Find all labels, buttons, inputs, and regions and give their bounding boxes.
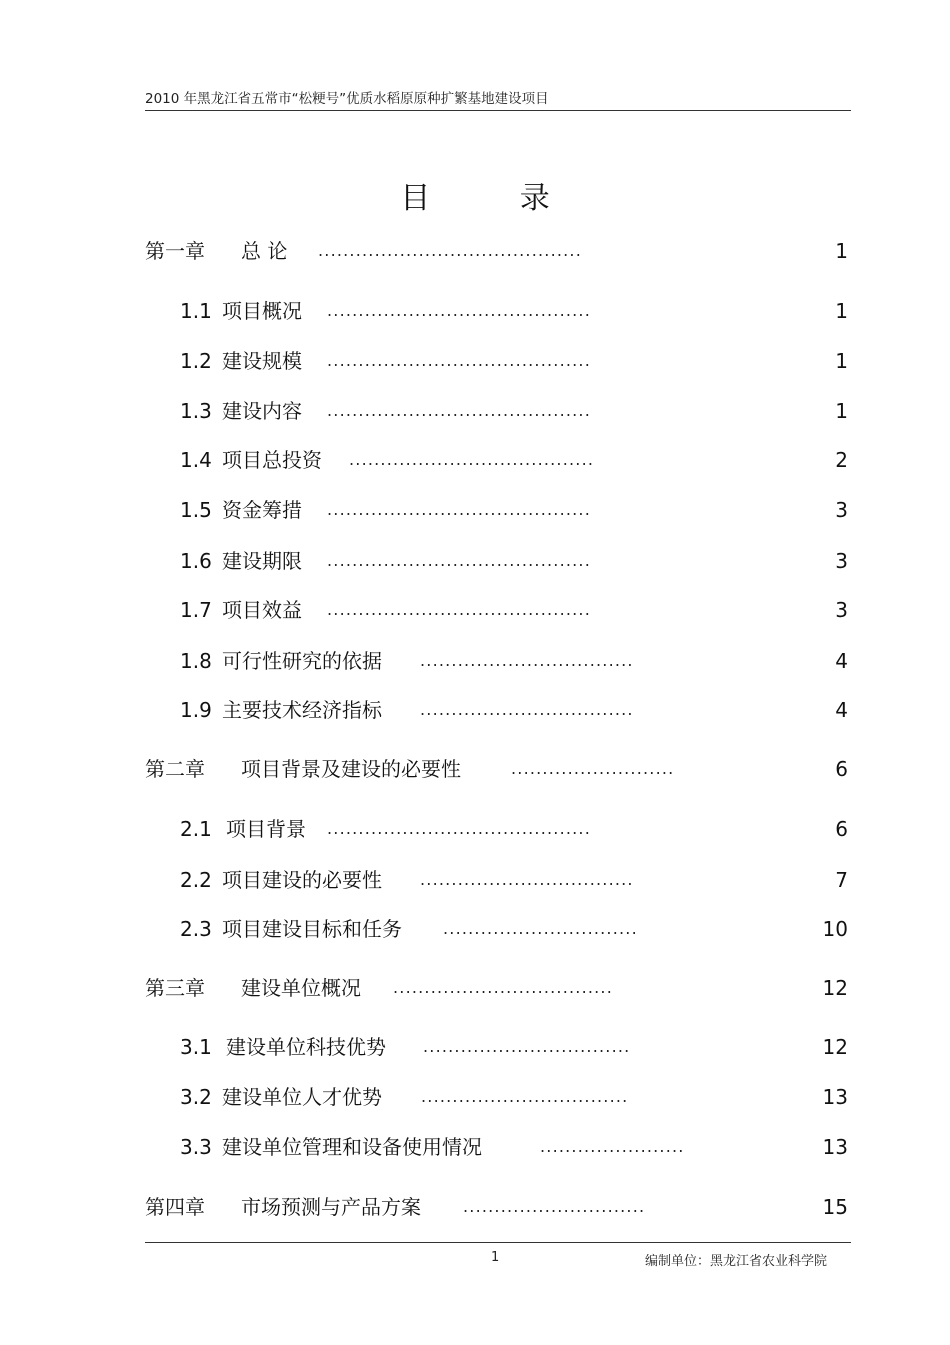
- toc-section-row[interactable]: [0, 396, 950, 426]
- toc-entry-label: 建设内容: [222, 399, 302, 423]
- toc-leader-dots: ..........................................: [327, 551, 592, 570]
- toc-leader-dots: .......................: [540, 1137, 685, 1156]
- running-header: 2010 年黑龙江省五常市“松粳号”优质水稻原原种扩繁基地建设项目: [145, 91, 549, 107]
- toc-leader-dots: ..........................................: [327, 351, 592, 370]
- toc-page-number: 3: [835, 498, 848, 522]
- toc-entry-number: 2.1: [180, 817, 212, 841]
- toc-entry-number: 1.7: [180, 598, 212, 622]
- toc-page-number: 2: [835, 448, 848, 472]
- toc-section-row[interactable]: [0, 595, 950, 625]
- toc-page-number: 6: [835, 817, 848, 841]
- toc-entry-label: 项目背景: [226, 817, 306, 841]
- toc-entry-label: 市场预测与产品方案: [241, 1195, 421, 1219]
- toc-entry-label: 建设期限: [222, 549, 302, 573]
- toc-page-number: 13: [822, 1135, 848, 1159]
- toc-entry-number: 2.2: [180, 868, 212, 892]
- toc-entry-label: 项目建设的必要性: [222, 868, 382, 892]
- toc-section-row[interactable]: [0, 914, 950, 944]
- toc-entry-label: 项目建设目标和任务: [222, 917, 402, 941]
- toc-entry-number: 第一章: [145, 239, 205, 263]
- toc-section-row[interactable]: [0, 346, 950, 376]
- toc-entry-number: 第四章: [145, 1195, 205, 1219]
- page-title: 目 录: [400, 181, 590, 216]
- toc-leader-dots: ..........................................: [318, 241, 583, 260]
- toc-entry-number: 1.5: [180, 498, 212, 522]
- toc-leader-dots: .............................: [463, 1197, 646, 1216]
- toc-page-number: 1: [835, 299, 848, 323]
- toc-leader-dots: .................................: [421, 1087, 629, 1106]
- toc-section-row[interactable]: [0, 546, 950, 576]
- toc-page-number: 10: [822, 917, 848, 941]
- toc-entry-label: 建设单位人才优势: [222, 1085, 382, 1109]
- toc-page-number: 13: [822, 1085, 848, 1109]
- toc-leader-dots: ..................................: [420, 700, 634, 719]
- toc-entry-label: 建设单位管理和设备使用情况: [222, 1135, 482, 1159]
- footer-rule: [145, 1242, 851, 1243]
- toc-entry-label: 建设单位概况: [241, 976, 361, 1000]
- toc-chapter-row[interactable]: [0, 973, 950, 1003]
- toc-entry-number: 3.3: [180, 1135, 212, 1159]
- toc-section-row[interactable]: [0, 695, 950, 725]
- toc-leader-dots: ..........................: [511, 759, 675, 778]
- toc-chapter-row[interactable]: [0, 1192, 950, 1222]
- toc-page-number: 4: [835, 698, 848, 722]
- toc-entry-label: 资金筹措: [222, 498, 302, 522]
- toc-section-row[interactable]: [0, 445, 950, 475]
- toc-leader-dots: .......................................: [349, 450, 595, 469]
- toc-leader-dots: ..........................................: [327, 500, 592, 519]
- toc-page-number: 3: [835, 598, 848, 622]
- toc-page-number: 12: [822, 1035, 848, 1059]
- toc-leader-dots: ..........................................: [327, 301, 592, 320]
- toc-entry-label: 项目总投资: [222, 448, 322, 472]
- footer-page-number: 1: [491, 1250, 500, 1265]
- toc-entry-label: 项目概况: [222, 299, 302, 323]
- toc-chapter-row[interactable]: [0, 236, 950, 266]
- toc-entry-label: 总 论: [241, 239, 288, 263]
- footer-unit: 编制单位：黑龙江省农业科学院: [645, 1254, 828, 1269]
- toc-entry-number: 1.8: [180, 649, 212, 673]
- toc-entry-number: 3.1: [180, 1035, 212, 1059]
- toc-entry-number: 1.6: [180, 549, 212, 573]
- toc-section-row[interactable]: [0, 296, 950, 326]
- toc-leader-dots: ..........................................: [327, 819, 592, 838]
- toc-entry-label: 建设规模: [222, 349, 302, 373]
- toc-entry-label: 项目背景及建设的必要性: [241, 757, 461, 781]
- toc-entry-number: 1.3: [180, 399, 212, 423]
- toc-entry-number: 2.3: [180, 917, 212, 941]
- toc-leader-dots: ..........................................: [327, 401, 592, 420]
- toc-leader-dots: ...................................: [393, 978, 614, 997]
- toc-page-number: 7: [835, 868, 848, 892]
- toc-leader-dots: ...............................: [443, 919, 638, 938]
- toc-page-number: 1: [835, 349, 848, 373]
- toc-entry-number: 1.4: [180, 448, 212, 472]
- toc-entry-number: 第三章: [145, 976, 205, 1000]
- toc-page-number: 3: [835, 549, 848, 573]
- toc-entry-label: 项目效益: [222, 598, 302, 622]
- toc-leader-dots: ..................................: [420, 870, 634, 889]
- toc-entry-number: 3.2: [180, 1085, 212, 1109]
- toc-page-number: 15: [822, 1195, 848, 1219]
- toc-page-number: 12: [822, 976, 848, 1000]
- toc-page-number: 6: [835, 757, 848, 781]
- toc-entry-number: 1.1: [180, 299, 212, 323]
- toc-entry-label: 可行性研究的依据: [222, 649, 382, 673]
- toc-leader-dots: ..........................................: [327, 600, 592, 619]
- toc-entry-label: 建设单位科技优势: [226, 1035, 386, 1059]
- toc-leader-dots: ..................................: [420, 651, 634, 670]
- toc-entry-label: 主要技术经济指标: [222, 698, 382, 722]
- toc-entry-number: 1.2: [180, 349, 212, 373]
- toc-chapter-row[interactable]: [0, 754, 950, 784]
- toc-entry-number: 第二章: [145, 757, 205, 781]
- toc-section-row[interactable]: [0, 1132, 950, 1162]
- toc-section-row[interactable]: [0, 1082, 950, 1112]
- toc-leader-dots: .................................: [423, 1037, 631, 1056]
- toc-section-row[interactable]: [0, 646, 950, 676]
- toc-page-number: 1: [835, 239, 848, 263]
- toc-section-row[interactable]: [0, 814, 950, 844]
- toc-section-row[interactable]: [0, 495, 950, 525]
- toc-section-row[interactable]: [0, 1032, 950, 1062]
- toc-page-number: 4: [835, 649, 848, 673]
- toc-section-row[interactable]: [0, 865, 950, 895]
- toc-page-number: 1: [835, 399, 848, 423]
- toc-entry-number: 1.9: [180, 698, 212, 722]
